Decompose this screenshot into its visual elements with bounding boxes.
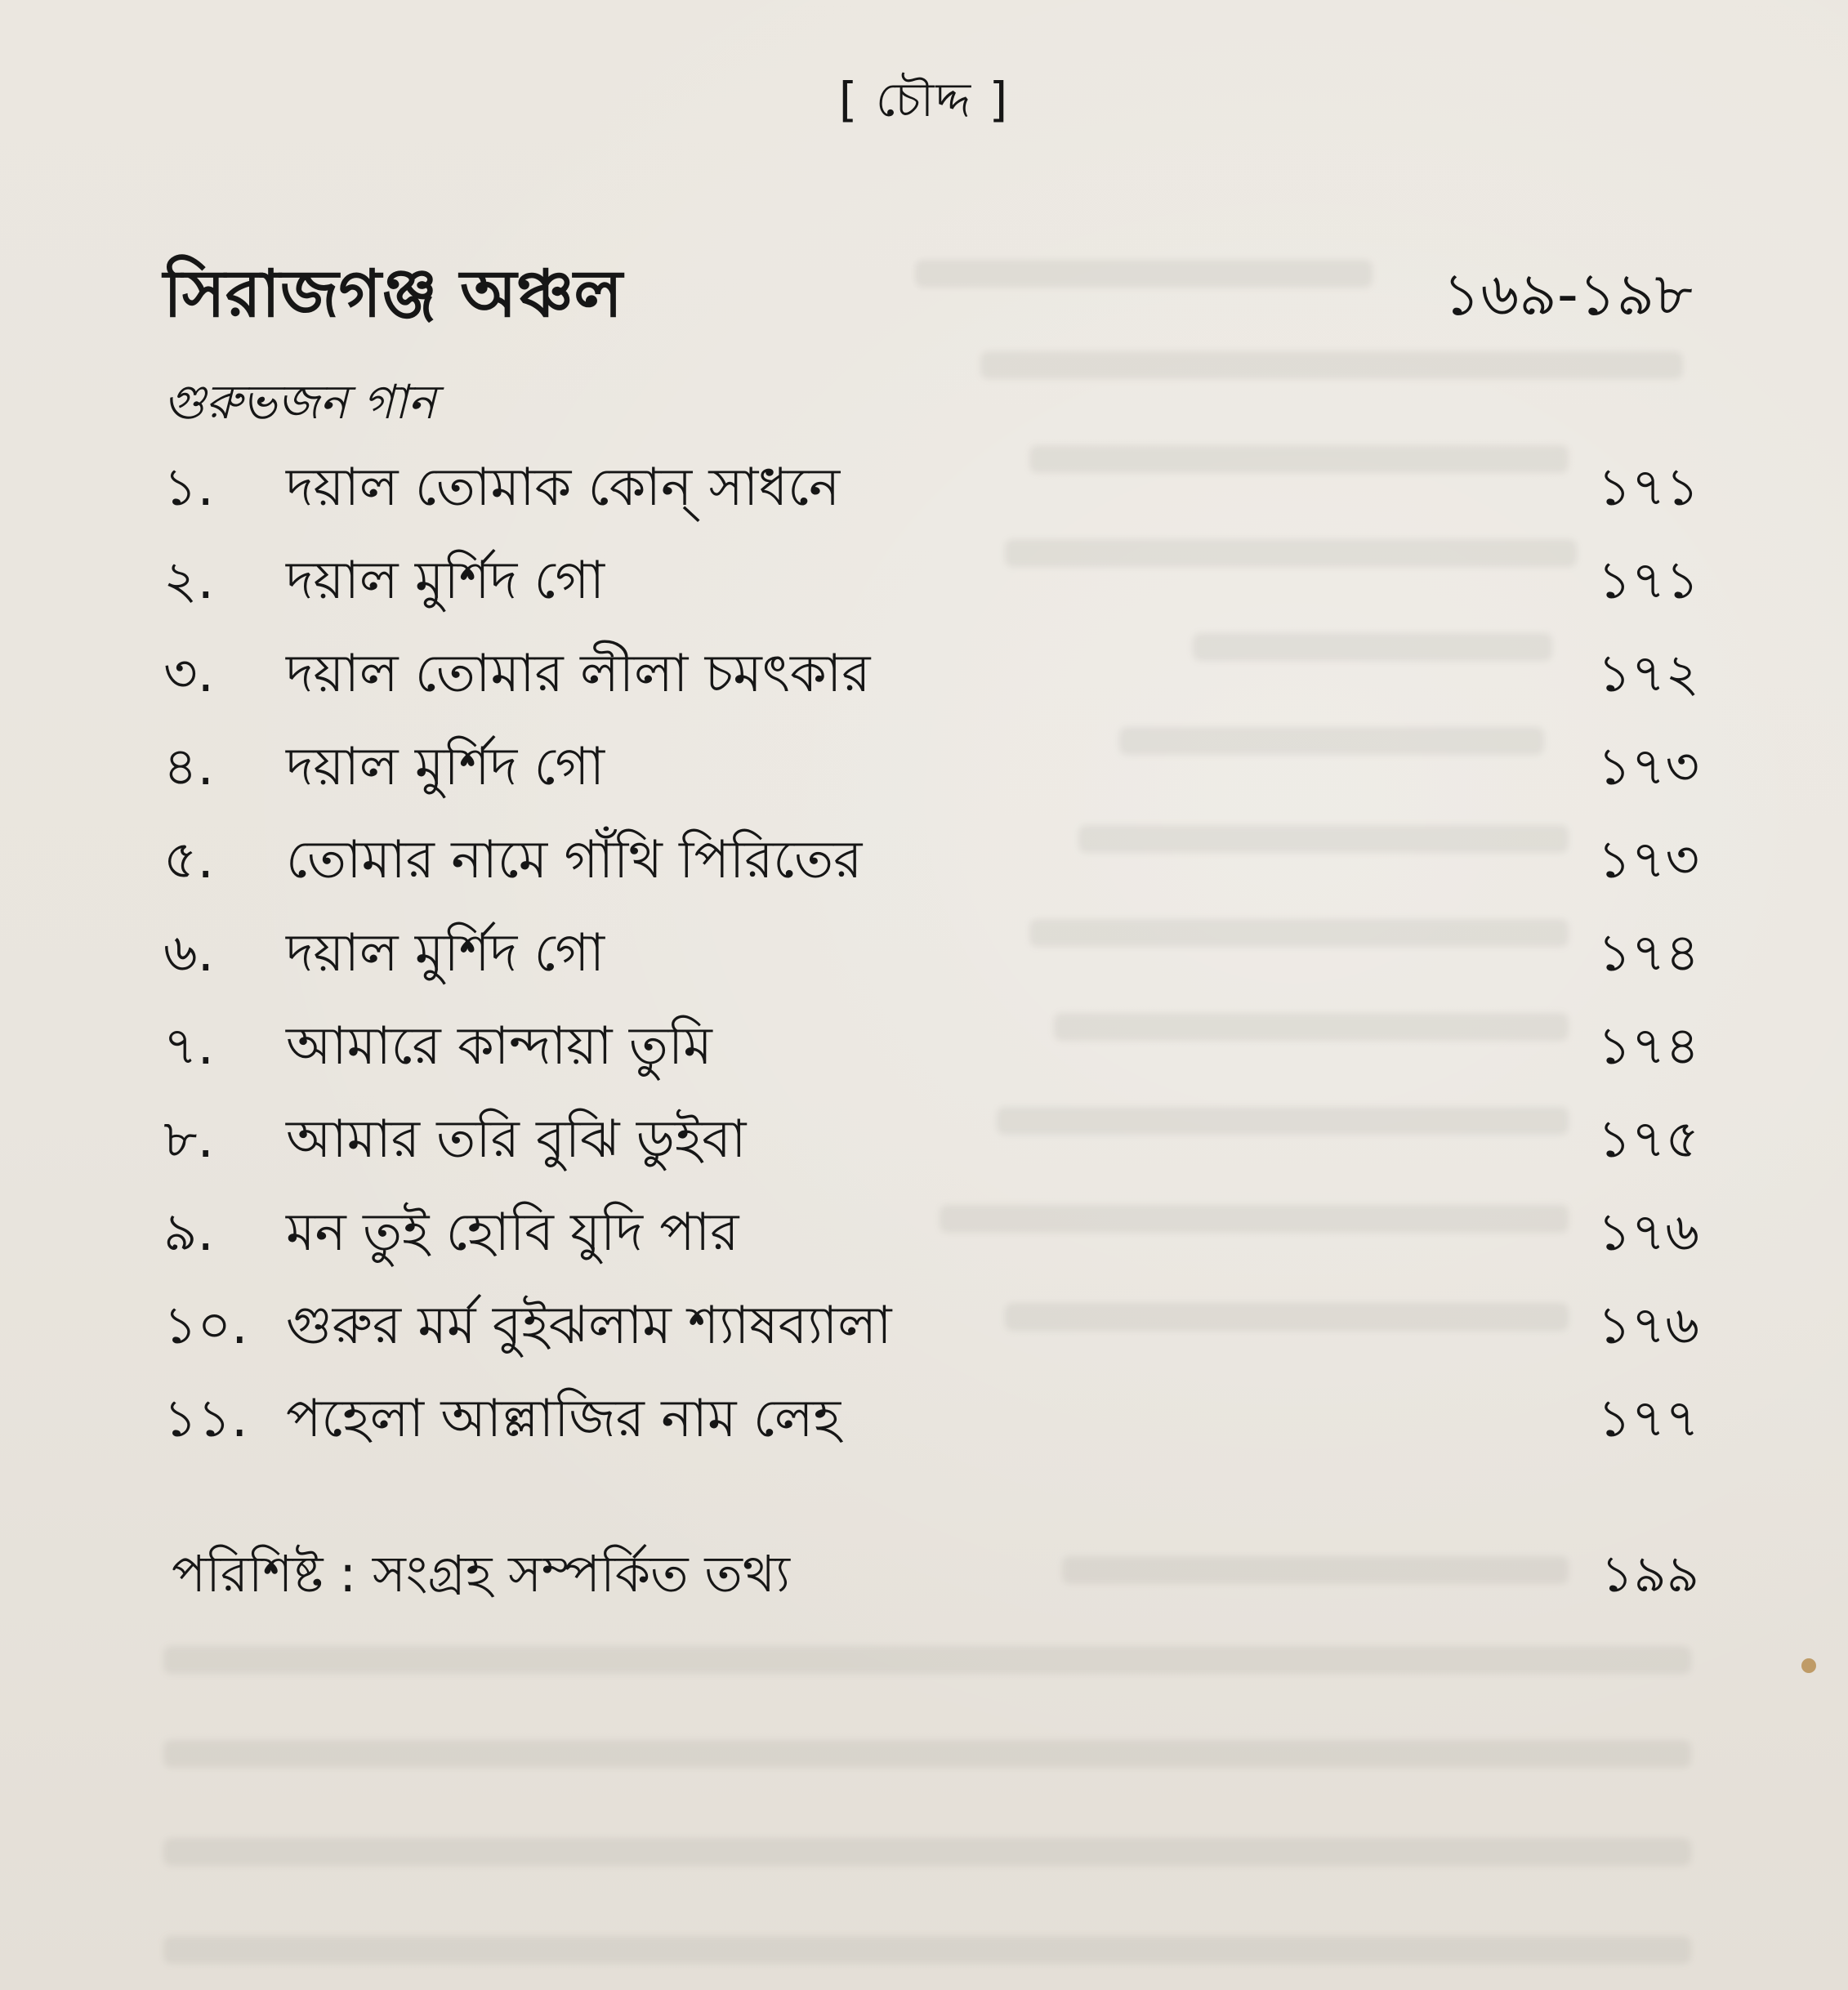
toc-entry (163, 1006, 1699, 1100)
entry-title: মন তুই হোবি যুদি পার (286, 1202, 739, 1263)
toc-entry (163, 541, 1699, 634)
entry-page: ১৭৭ (1597, 1389, 1699, 1449)
entry-title: গুরুর মর্ম বুইঝলাম শ্যাষব্যালা (286, 1296, 892, 1356)
entry-number: ৯. (163, 1202, 214, 1263)
toc-entry (163, 820, 1699, 913)
entry-title: দয়াল মুর্শিদ গো (286, 737, 605, 797)
entry-number: ৬. (163, 923, 214, 984)
entry-title: দয়াল মুর্শিদ গো (286, 923, 605, 984)
section-page-range: ১৬৯-১৯৮ (1442, 260, 1693, 328)
entry-page: ১৭৪ (1597, 923, 1699, 984)
entry-number: ৩. (163, 644, 214, 704)
bleed-through (980, 351, 1683, 379)
toc-entry (163, 1100, 1699, 1193)
entry-number: ৫. (163, 830, 214, 890)
bleed-through (163, 1838, 1691, 1866)
entry-number: ৮. (163, 1109, 214, 1170)
bleed-through (915, 260, 1373, 288)
bleed-through (163, 1936, 1691, 1964)
toc-entries (163, 448, 1699, 1472)
toc-entry (163, 727, 1699, 820)
entry-page: ১৭৩ (1597, 830, 1699, 890)
bleed-through (163, 1740, 1691, 1768)
entry-title: দয়াল তোমাক কোন্ সাধনে (286, 457, 841, 518)
entry-title: তোমার নামে গাঁথি পিরিতের (286, 830, 863, 890)
toc-entry (163, 448, 1699, 541)
entry-title: আমারে কান্দায়া তুমি (286, 1016, 712, 1077)
entry-page: ১৭৫ (1597, 1109, 1699, 1170)
entry-number: ১০. (163, 1296, 248, 1356)
entry-page: ১৭৪ (1597, 1016, 1699, 1077)
entry-number: ১১. (163, 1389, 248, 1449)
entry-page: ১৭৬ (1597, 1296, 1699, 1356)
toc-entry (163, 1379, 1699, 1472)
entry-page: ১৭৬ (1597, 1202, 1699, 1263)
page-number-header: [ চৌদ্দ ] (838, 72, 1010, 127)
entry-title: পহেলা আল্লাজির নাম লেহ (286, 1389, 841, 1449)
entry-title: দয়াল মুর্শিদ গো (286, 551, 605, 611)
entry-number: ৭. (163, 1016, 214, 1077)
toc-entry (163, 1193, 1699, 1286)
paper-stain (1801, 1658, 1816, 1673)
entry-number: ৪. (163, 737, 214, 797)
toc-entry (163, 634, 1699, 727)
bleed-through (163, 1646, 1691, 1674)
entry-page: ১৭২ (1597, 644, 1699, 704)
bleed-through (1062, 1556, 1569, 1584)
section-title: সিরাজগঞ্জ অঞ্চল (163, 256, 623, 332)
toc-entry (163, 1286, 1699, 1379)
entry-page: ১৭১ (1597, 457, 1699, 518)
entry-number: ১. (163, 457, 214, 518)
entry-page: ১৭১ (1597, 551, 1699, 611)
toc-entry (163, 913, 1699, 1006)
entry-title: আমার তরি বুঝি ডুইবা (286, 1109, 747, 1170)
entry-page: ১৭৩ (1597, 737, 1699, 797)
appendix-page: ১৯৯ (1600, 1544, 1699, 1604)
subheading: গুরুভজন গান (163, 374, 436, 430)
appendix-entry: পরিশিষ্ট : সংগ্রহ সম্পর্কিত তথ্য (172, 1544, 790, 1604)
entry-number: ২. (163, 551, 214, 611)
entry-title: দয়াল তোমার লীলা চমৎকার (286, 644, 871, 704)
